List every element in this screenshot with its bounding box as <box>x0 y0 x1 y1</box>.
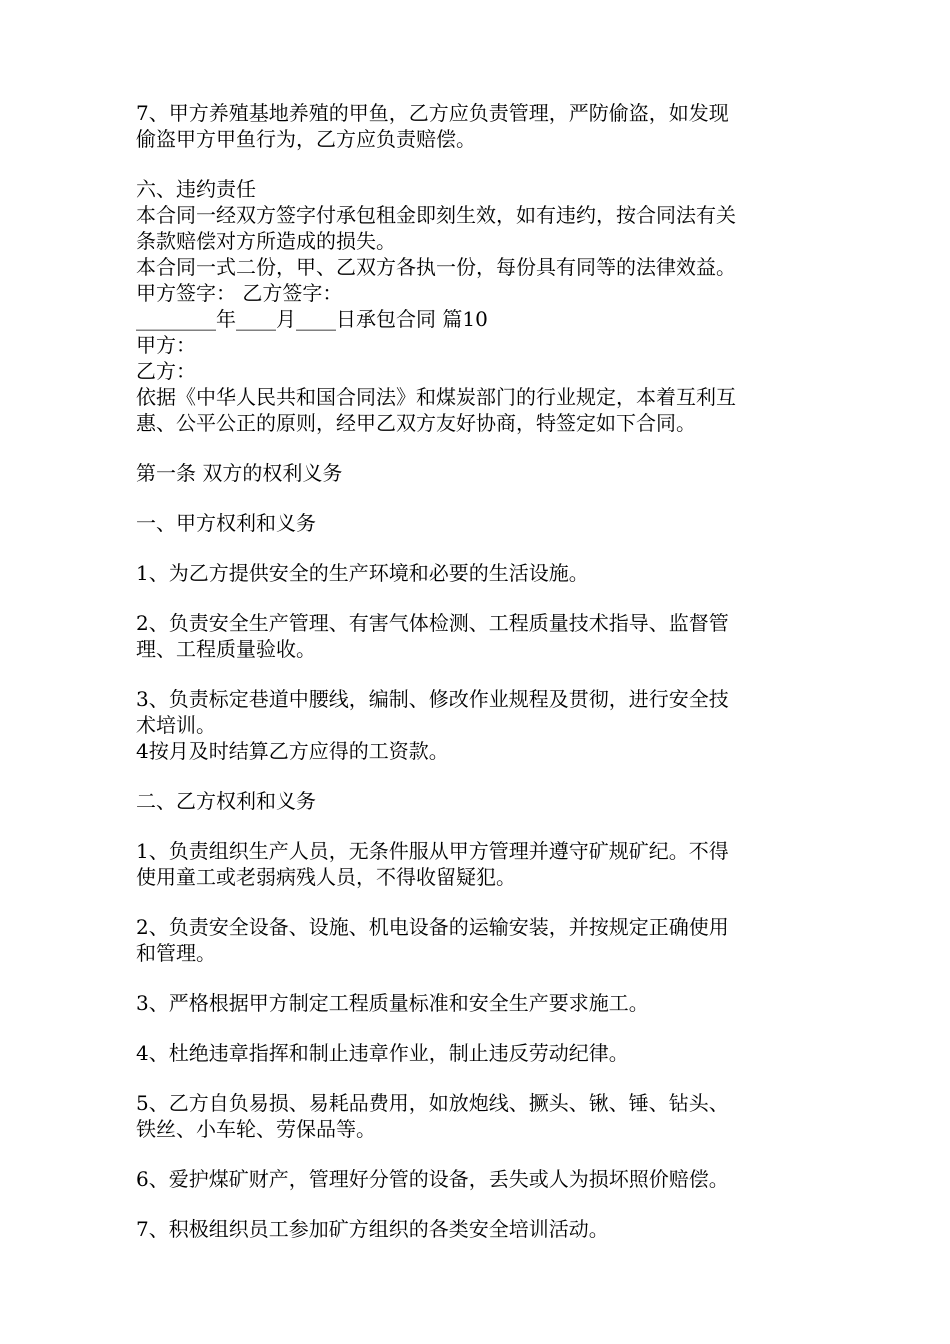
text-line: 7、甲方养殖基地养殖的甲鱼，乙方应负责管理，严防偷盗，如发现 <box>136 101 729 125</box>
list-item: 2、负责安全设备、设施、机电设备的运输安装，并按规定正确使用 <box>136 915 729 939</box>
text-line: 条款赔偿对方所造成的损失。 <box>136 229 396 253</box>
list-item: 1、负责组织生产人员，无条件服从甲方管理并遵守矿规矿纪。不得 <box>136 839 729 863</box>
text-line: 本合同一式二份，甲、乙双方各执一份，每份具有同等的法律效益。 <box>136 255 736 279</box>
list-item-continuation: 术培训。 <box>136 713 216 737</box>
list-item: 3、负责标定巷道中腰线，编制、修改作业规程及贯彻，进行安全技 <box>136 687 729 711</box>
list-item: 7、积极组织员工参加矿方组织的各类安全培训活动。 <box>136 1217 609 1241</box>
section-heading: 一、甲方权利和义务 <box>136 511 316 535</box>
list-item: 6、爱护煤矿财产，管理好分管的设备，丢失或人为损坏照价赔偿。 <box>136 1167 729 1191</box>
list-item-continuation: 和管理。 <box>136 941 216 965</box>
list-item: 5、乙方自负易损、易耗品费用，如放炮线、撅头、锹、锤、钻头、 <box>136 1091 729 1115</box>
date-title-line: ________年____月____日承包合同 篇10 <box>136 307 488 331</box>
text-line: 惠、公平公正的原则，经甲乙双方友好协商，特签定如下合同。 <box>136 411 696 435</box>
list-item-continuation: 铁丝、小车轮、劳保品等。 <box>136 1117 376 1141</box>
text-line: 偷盗甲方甲鱼行为，乙方应负责赔偿。 <box>136 127 476 151</box>
list-item-continuation: 理、工程质量验收。 <box>136 637 316 661</box>
text-line: 本合同一经双方签字付承包租金即刻生效，如有违约，按合同法有关 <box>136 203 736 227</box>
section-heading: 二、乙方权利和义务 <box>136 789 316 813</box>
list-item: 4按月及时结算乙方应得的工资款。 <box>136 739 449 763</box>
party-b-line: 乙方： <box>136 359 196 383</box>
section-heading: 六、违约责任 <box>136 177 256 201</box>
list-item: 4、杜绝违章指挥和制止违章作业，制止违反劳动纪律。 <box>136 1041 629 1065</box>
article-heading: 第一条 双方的权利义务 <box>136 461 343 485</box>
list-item: 1、为乙方提供安全的生产环境和必要的生活设施。 <box>136 561 589 585</box>
list-item: 3、严格根据甲方制定工程质量标准和安全生产要求施工。 <box>136 991 649 1015</box>
text-line: 依据《中华人民共和国合同法》和煤炭部门的行业规定，本着互利互 <box>136 385 736 409</box>
signature-line: 甲方签字： 乙方签字： <box>136 281 343 305</box>
party-a-line: 甲方： <box>136 333 196 357</box>
list-item-continuation: 使用童工或老弱病残人员，不得收留疑犯。 <box>136 865 516 889</box>
list-item: 2、负责安全生产管理、有害气体检测、工程质量技术指导、监督管 <box>136 611 729 635</box>
